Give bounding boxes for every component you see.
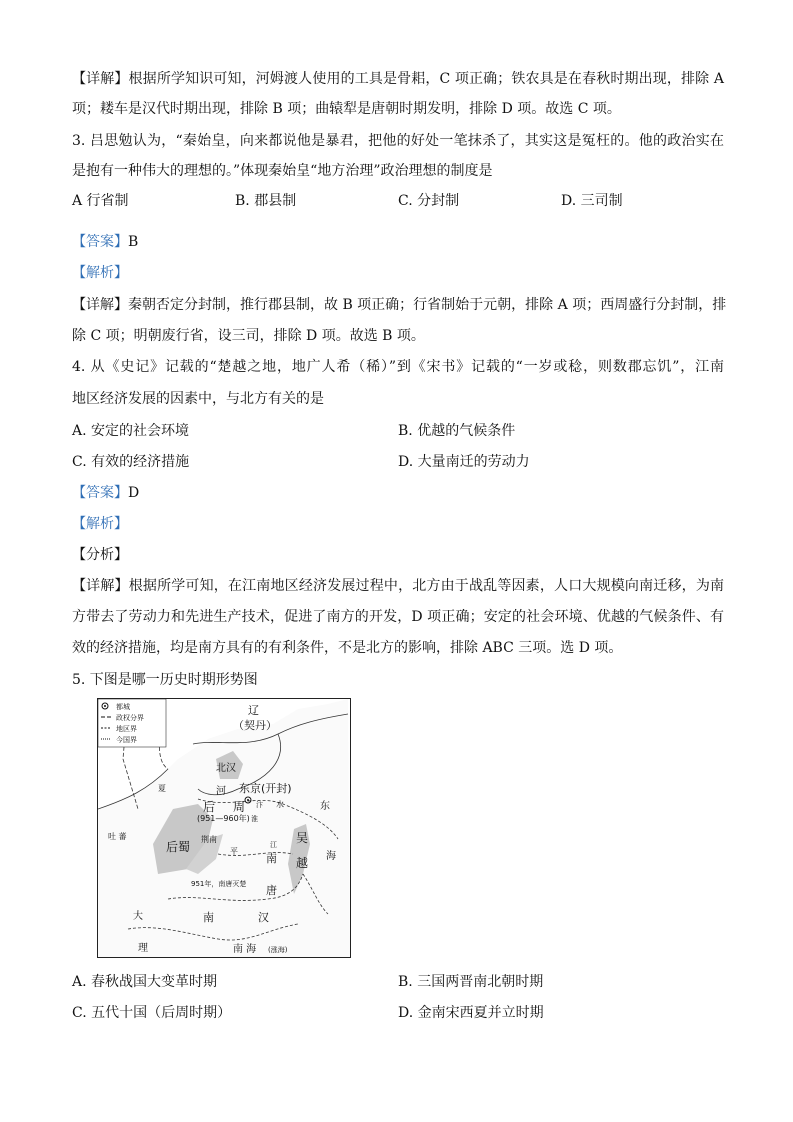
label-tubo: 吐 蕃 bbox=[108, 832, 127, 841]
label-liao: 辽 bbox=[248, 704, 259, 717]
q4-analysis-label: 【解析】 bbox=[72, 516, 128, 532]
label-yue: 越 bbox=[296, 856, 309, 870]
label-nanhan-han: 汉 bbox=[258, 911, 269, 924]
answer-label: 【答案】 bbox=[72, 234, 128, 250]
label-houshu: 后蜀 bbox=[166, 840, 191, 854]
label-jingnan: 荆南 bbox=[201, 835, 217, 844]
map-drawing bbox=[98, 699, 350, 957]
label-nanhai: 南 海 bbox=[233, 944, 257, 955]
label-tang: 唐 bbox=[266, 884, 277, 897]
legend-national-border: 今国界 bbox=[116, 736, 137, 744]
label-da: 大 bbox=[133, 911, 143, 922]
q4-detail-line2: 方带去了劳动力和先进生产技术，促进了南方的开发，D 项正确；安定的社会环境、优越的气候条件、有 bbox=[72, 609, 724, 625]
legend-capital: 都城 bbox=[116, 703, 130, 711]
q4-answer bbox=[72, 484, 724, 502]
label-dongjing: 东京(开封) bbox=[239, 782, 292, 795]
label-jiang: 江 bbox=[270, 841, 277, 849]
label-nanhai-note: (涨海) bbox=[268, 946, 288, 954]
q5-stem: 5. 下图是哪一历史时期形势图 bbox=[72, 672, 258, 688]
answer-value: B bbox=[128, 234, 139, 250]
historical-map bbox=[97, 698, 351, 958]
q2-detail-line2: 项；耧车是汉代时期出现，排除 B 项；曲辕犁是唐朝时期发明，排除 D 项。故选 C 项。 bbox=[72, 101, 621, 117]
q4-detail-line1: 【详解】根据所学可知，在江南地区经济发展过程中，北方由于战乱等因素，人口大规模向南迁移，为南 bbox=[72, 578, 724, 594]
q4-stem-line1: 4. 从《史记》记载的“楚越之地，地广人希（稀）”到《宋书》记载的“一岁或稔，则数郡忘饥”，江南 bbox=[72, 359, 724, 375]
label-nanhan-nan: 南 bbox=[203, 911, 214, 924]
label-years: (951—960年) bbox=[197, 814, 250, 823]
label-hou: 后 bbox=[203, 800, 216, 814]
answer-value: D bbox=[128, 485, 140, 501]
label-chu-note: 951年，南唐灭楚 bbox=[191, 880, 247, 888]
q4-stem-line2: 地区经济发展的因素中，与北方有关的是 bbox=[72, 391, 324, 407]
q3-detail-line2: 除 C 项；明朝废行省，设三司，排除 D 项。故选 B 项。 bbox=[72, 328, 425, 344]
label-he: 河 bbox=[216, 786, 226, 797]
q3-option-c: C. 分封制 bbox=[398, 193, 460, 209]
legend-regime-border: 政权分界 bbox=[116, 714, 144, 722]
q3-option-a: A 行省制 bbox=[72, 193, 129, 209]
q3-stem-line1: 3. 吕思勉认为，“秦始皇，向来都说他是暴君，把他的好处一笔抹杀了，其实这是冤枉的。他的政治实在 bbox=[72, 133, 724, 149]
answer-label: 【答案】 bbox=[72, 485, 128, 501]
q4-fenxi-label: 【分析】 bbox=[72, 547, 128, 563]
q5-option-d: D. 金南宋西夏并立时期 bbox=[398, 1005, 544, 1021]
q4-option-a: A. 安定的社会环境 bbox=[72, 423, 190, 439]
label-beihan: 北汉 bbox=[216, 763, 236, 774]
label-ping: 平 bbox=[230, 847, 238, 856]
label-wu: 吴 bbox=[296, 831, 309, 845]
q5-option-a: A. 春秋战国大变革时期 bbox=[72, 974, 218, 990]
q3-stem-line2: 是抱有一种伟大的理想的。”体现秦始皇“地方治理”政治理想的制度是 bbox=[72, 163, 493, 179]
label-li: 理 bbox=[138, 943, 148, 954]
q3-answer bbox=[72, 233, 724, 251]
label-dong: 东 bbox=[320, 801, 330, 812]
label-hai: 海 bbox=[326, 851, 336, 862]
label-bian: 汴 bbox=[256, 801, 263, 809]
label-shui: 水 bbox=[276, 800, 284, 809]
q4-option-c: C. 有效的经济措施 bbox=[72, 454, 190, 470]
q2-detail-line1: 【详解】根据所学知识可知，河姆渡人使用的工具是骨耜，C 项正确；铁农具是在春秋时期出现，排除 A bbox=[72, 71, 724, 87]
q4-detail-line3: 效的经济措施，均是南方具有的有利条件，不是北方的影响，排除 ABC 三项。选 D 项。 bbox=[72, 640, 623, 656]
q3-option-d: D. 三司制 bbox=[561, 193, 623, 209]
label-xia: 夏 bbox=[158, 784, 166, 793]
label-qidan: （契丹） bbox=[233, 719, 277, 732]
q3-analysis-label: 【解析】 bbox=[72, 265, 128, 281]
q3-option-b: B. 郡县制 bbox=[235, 193, 297, 209]
q3-detail-line1: 【详解】秦朝否定分封制，推行郡县制，故 B 项正确；行省制始于元朝，排除 A 项；西周盛行分封制，排 bbox=[72, 297, 727, 313]
legend-region-border: 地区界 bbox=[116, 725, 137, 733]
label-huai: 淮 bbox=[251, 815, 258, 823]
q5-option-c: C. 五代十国（后周时期） bbox=[72, 1005, 232, 1021]
label-zhou: 周 bbox=[233, 800, 246, 814]
q4-option-b: B. 优越的气候条件 bbox=[398, 423, 516, 439]
q5-option-b: B. 三国两晋南北朝时期 bbox=[398, 974, 544, 990]
label-nan: 南 bbox=[266, 852, 277, 865]
q4-option-d: D. 大量南迁的劳动力 bbox=[398, 454, 530, 470]
